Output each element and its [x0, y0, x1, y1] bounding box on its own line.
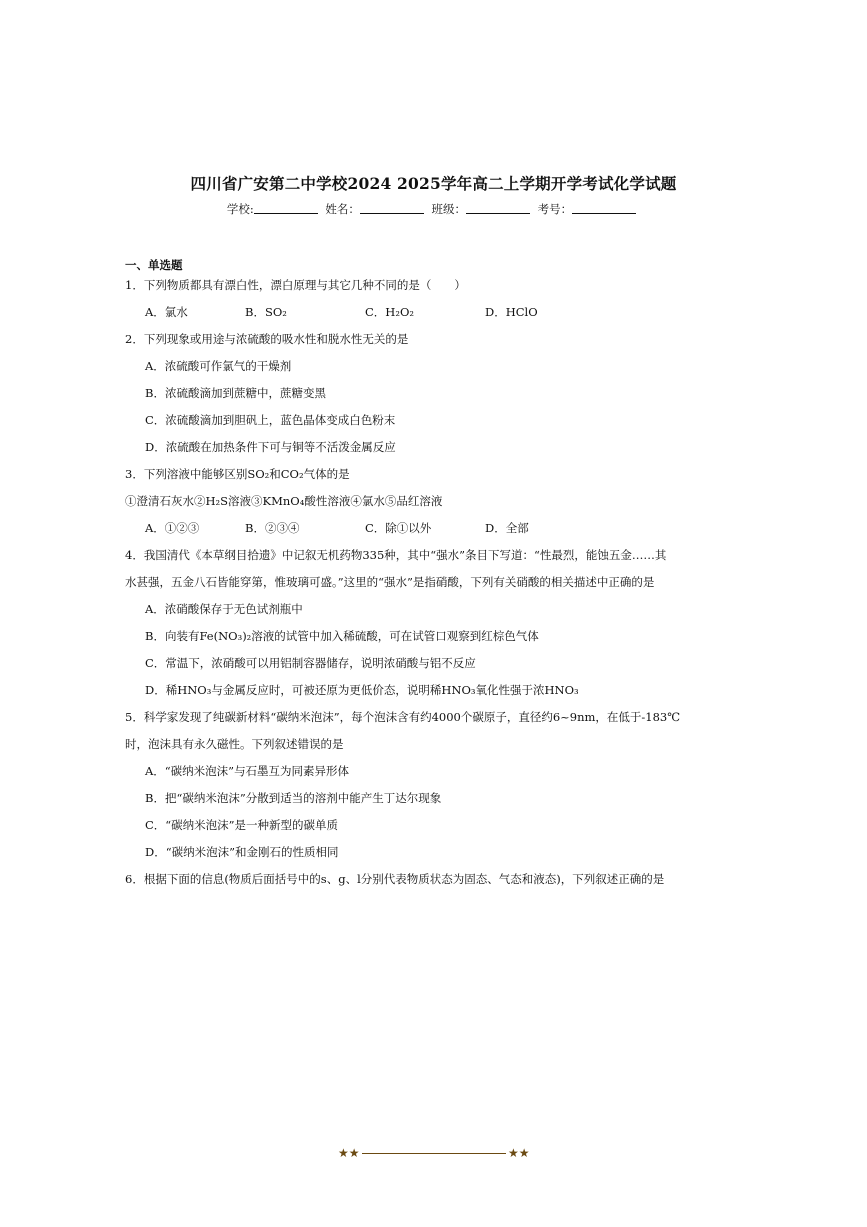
- name-label: 姓名：: [325, 202, 360, 216]
- question-6-stem: 6．根据下面的信息(物质后面括号中的s、g、l分别代表物质状态为固态、气态和液态)，下列叙述正确的是: [125, 872, 665, 886]
- exam-number-label: 考号：: [537, 202, 573, 216]
- question-3-stem-choices: ①澄清石灰水②H₂S溶液③KMnO₄酸性溶液④氯水⑤品红溶液: [125, 494, 443, 508]
- question-2-stem: 2．下列现象或用途与浓硫酸的吸水性和脱水性无关的是: [125, 332, 409, 346]
- question-5-option-a: A．“碳纳米泡沫”与石墨互为同素异形体: [145, 764, 350, 778]
- question-3-stem: 3．下列溶液中能够区别SO₂和CO₂气体的是: [125, 467, 350, 481]
- school-blank: [254, 202, 318, 214]
- question-5-option-c: C．“碳纳米泡沫”是一种新型的碳单质: [145, 818, 339, 832]
- question-5-option-d: D．“碳纳米泡沫”和金刚石的性质相同: [145, 845, 339, 859]
- question-3-option-d: D．全部: [485, 521, 529, 535]
- footer-divider-line: [362, 1153, 506, 1154]
- question-1-stem: 1．下列物质都具有漂白性，漂白原理与其它几种不同的是（ ）: [125, 278, 466, 292]
- footer-left-stars: ★★: [338, 1146, 360, 1160]
- question-5-stem-cont: 时，泡沫具有永久磁性。下列叙述错误的是: [125, 737, 344, 751]
- school-label: 学校:: [226, 202, 254, 216]
- question-4-option-d: D．稀HNO₃与金属反应时，可被还原为更低价态，说明稀HNO₃氧化性强于浓HNO₃: [145, 683, 579, 697]
- page-title: 四川省广安第二中学校2024 2025学年高二上学期开学考试化学试题: [190, 174, 677, 193]
- question-4-stem: 4．我国清代《本草纲目拾遗》中记叙无机药物335种，其中“强水”条目下写道：“性最烈，能蚀五金……其: [125, 548, 667, 562]
- name-blank: [360, 202, 424, 214]
- section-heading: 一、单选题: [125, 258, 183, 272]
- question-1-option-b: B．SO₂: [245, 305, 287, 319]
- question-3-option-a: A．①②③: [145, 521, 200, 535]
- question-1-option-d: D．HClO: [485, 305, 538, 319]
- question-2-option-d: D．浓硫酸在加热条件下可与铜等不活泼金属反应: [145, 440, 396, 454]
- question-4-option-b: B．向装有Fe(NO₃)₂溶液的试管中加入稀硫酸，可在试管口观察到红棕色气体: [145, 629, 539, 643]
- question-5-option-b: B．把“碳纳米泡沫”分散到适当的溶剂中能产生丁达尔现象: [145, 791, 442, 805]
- question-2-option-a: A．浓硫酸可作氯气的干燥剂: [145, 359, 292, 373]
- question-1-option-a: A．氯水: [145, 305, 188, 319]
- class-label: 班级：: [431, 202, 467, 216]
- question-3-option-c: C．除①以外: [365, 521, 432, 535]
- exam-number-blank: [572, 202, 636, 214]
- question-3-option-b: B．②③④: [245, 521, 300, 535]
- question-4-stem-cont: 水甚强，五金八石皆能穿第，惟玻璃可盛。”这里的“强水”是指硝酸，下列有关硝酸的相关描述中正确的是: [125, 575, 655, 589]
- question-2-option-b: B．浓硫酸滴加到蔗糖中，蔗糖变黑: [145, 386, 326, 400]
- student-info-line: [0, 201, 867, 217]
- question-4-option-c: C．常温下，浓硝酸可以用铝制容器储存，说明浓硝酸与铝不反应: [145, 656, 476, 670]
- question-5-stem: 5．科学家发现了纯碳新材料“碳纳米泡沫”，每个泡沫含有约4000个碳原子，直径约6~9nm，在低于-183℃: [125, 710, 681, 724]
- question-2-option-c: C．浓硫酸滴加到胆矾上，蓝色晶体变成白色粉末: [145, 413, 396, 427]
- footer-right-stars: ★★: [508, 1146, 530, 1160]
- page-footer-ornament: [338, 1146, 530, 1160]
- question-1-option-c: C．H₂O₂: [365, 305, 414, 319]
- question-4-option-a: A．浓硝酸保存于无色试剂瓶中: [145, 602, 303, 616]
- class-blank: [466, 202, 530, 214]
